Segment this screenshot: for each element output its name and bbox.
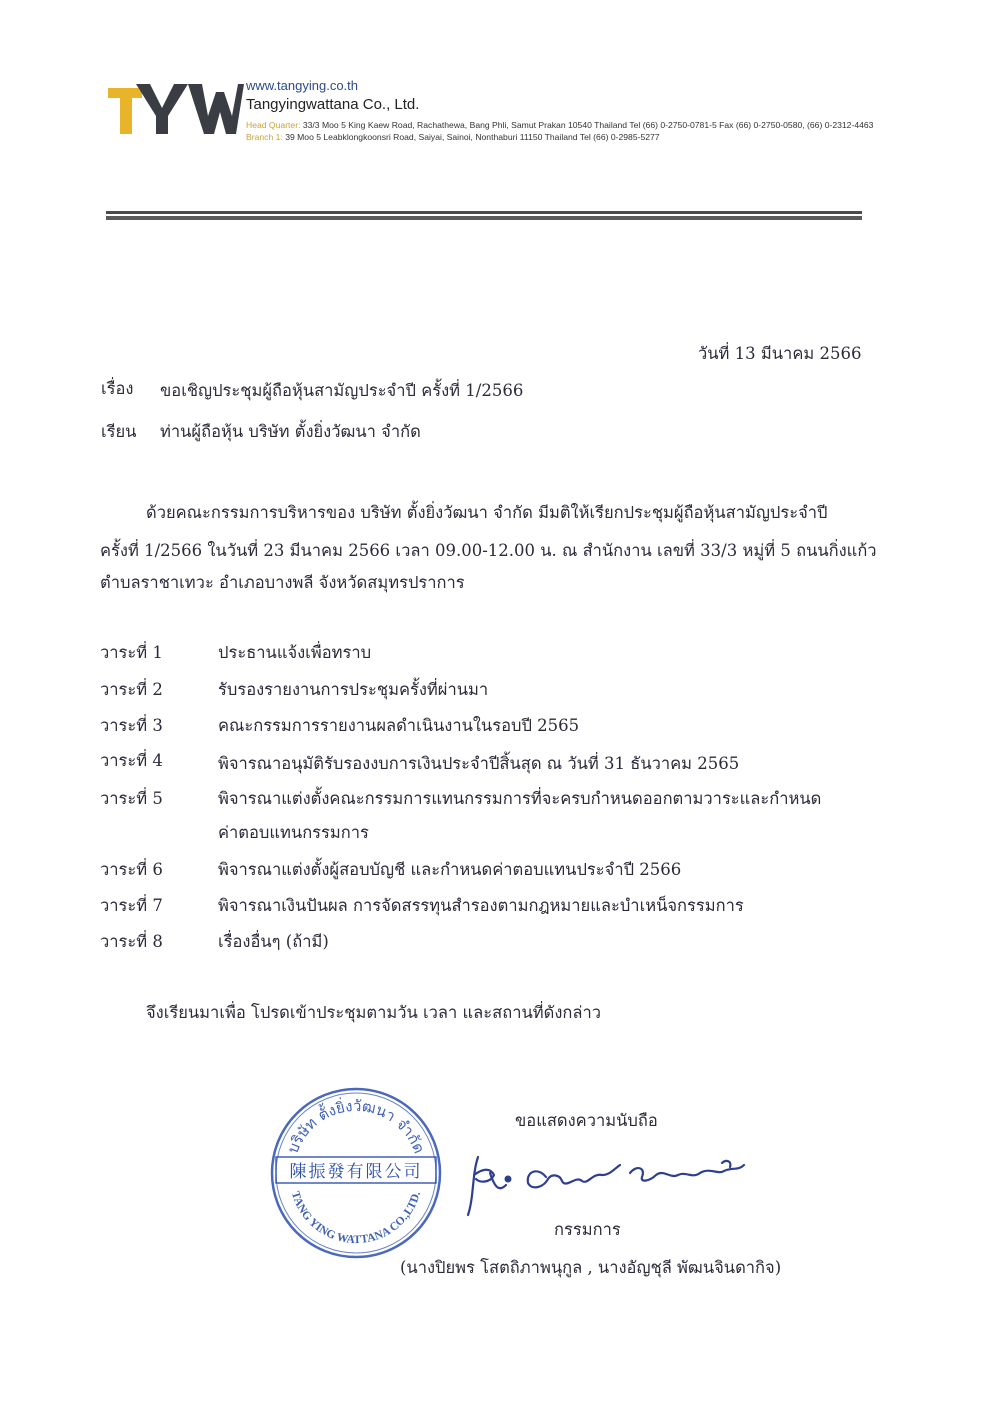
agenda-label: วาระที่ 8 bbox=[100, 932, 163, 951]
header-divider bbox=[106, 211, 862, 214]
hq-label: Head Quarter: bbox=[246, 120, 301, 130]
company-seal-stamp bbox=[268, 1085, 444, 1261]
branch-address-line bbox=[246, 132, 660, 142]
branch-address: 39 Moo 5 Leabklongkoonsri Road, Saiyai, Sainoi, Nonthaburi 11150 Thailand Tel (66) 0-2985-5277 bbox=[285, 132, 660, 142]
company-website[interactable]: www.tangying.co.th bbox=[246, 78, 359, 93]
body-paragraph-line-1: ด้วยคณะกรรมการบริหารของ บริษัท ตั้งยิ่งวัฒนา จำกัด มีมติให้เรียกประชุมผู้ถือหุ้นสามัญประจำปี bbox=[146, 503, 828, 522]
agenda-label: วาระที่ 4 bbox=[100, 751, 163, 770]
agenda-label: วาระที่ 5 bbox=[100, 789, 163, 808]
body-paragraph-line-2: ครั้งที่ 1/2566 ในวันที่ 23 มีนาคม 2566 เวลา 09.00-12.00 น. ณ สำนักงาน เลขที่ 33/3 หมู่ที่ 5 ถนนกิ่งแก้ว bbox=[100, 541, 877, 560]
branch-label: Branch 1: bbox=[246, 132, 283, 142]
hq-address: 33/3 Moo 5 King Kaew Road, Rachathewa, Bang Phli, Samut Prakan 10540 Thailand Tel (66) 0-2750-0781-5 Fax (66) 0-2750-0580, (66) 0-2312-4463 bbox=[302, 120, 874, 130]
agenda-item: พิจารณาอนุมัติรับรองงบการเงินประจำปีสิ้นสุด ณ วันที่ 31 ธันวาคม 2565 bbox=[218, 754, 740, 773]
agenda-label: วาระที่ 2 bbox=[100, 680, 163, 699]
agenda-label: วาระที่ 3 bbox=[100, 716, 163, 735]
agenda-item: พิจารณาแต่งตั้งคณะกรรมการแทนกรรมการที่จะครบกำหนดออกตามวาระและกำหนด bbox=[218, 789, 822, 808]
agenda-label: วาระที่ 1 bbox=[100, 643, 163, 662]
company-name: Tangyingwattana Co., Ltd. bbox=[246, 96, 420, 113]
svg-text:陳振發有限公司: 陳振發有限公司 bbox=[289, 1162, 423, 1182]
agenda-item: ประธานแจ้งเพื่อทราบ bbox=[218, 643, 372, 662]
header-divider-thick bbox=[106, 216, 862, 220]
regards-text: ขอแสดงความนับถือ bbox=[515, 1111, 658, 1130]
agenda-label: วาระที่ 7 bbox=[100, 896, 163, 915]
body-paragraph-line-3: ตำบลราชาเทวะ อำเภอบางพลี จังหวัดสมุทรปราการ bbox=[100, 573, 465, 592]
company-logo bbox=[108, 78, 244, 134]
hq-address-line bbox=[246, 120, 873, 130]
agenda-label: วาระที่ 6 bbox=[100, 860, 163, 879]
agenda-item: เรื่องอื่นๆ (ถ้ามี) bbox=[218, 932, 329, 951]
svg-text:TANG YING WATTANA CO.,LTD.: TANG YING WATTANA CO.,LTD. bbox=[288, 1190, 424, 1247]
signer-role: กรรมการ bbox=[554, 1220, 621, 1239]
signatory-names: (นางปิยพร โสตถิภาพนุกูล , นางอัญชุลี พัฒนจินดากิจ) bbox=[400, 1258, 782, 1277]
letter-date: วันที่ 13 มีนาคม 2566 bbox=[698, 344, 862, 363]
agenda-item: พิจารณาแต่งตั้งผู้สอบบัญชี และกำหนดค่าตอบแทนประจำปี 2566 bbox=[218, 860, 682, 879]
agenda-item: พิจารณาเงินปันผล การจัดสรรทุนสำรองตามกฎหมายและบำเหน็จกรรมการ bbox=[218, 896, 744, 915]
closing-sentence: จึงเรียนมาเพื่อ โปรดเข้าประชุมตามวัน เวลา และสถานที่ดังกล่าว bbox=[146, 1003, 602, 1022]
subject-label: เรื่อง bbox=[101, 379, 134, 398]
agenda-item: รับรองรายงานการประชุมครั้งที่ผ่านมา bbox=[218, 680, 489, 699]
agenda-item: คณะกรรมการรายงานผลดำเนินงานในรอบปี 2565 bbox=[218, 716, 580, 735]
signatures bbox=[460, 1145, 780, 1225]
agenda-item-continuation: ค่าตอบแทนกรรมการ bbox=[218, 823, 369, 842]
recipient-label: เรียน bbox=[101, 422, 137, 441]
subject-text: ขอเชิญประชุมผู้ถือหุ้นสามัญประจำปี ครั้งที่ 1/2566 bbox=[160, 381, 524, 400]
svg-text:บริษัท ตั้งยิ่งวัฒนา จำกัด: บริษัท ตั้งยิ่งวัฒนา จำกัด bbox=[283, 1096, 429, 1156]
recipient-text: ท่านผู้ถือหุ้น บริษัท ตั้งยิ่งวัฒนา จำกัด bbox=[160, 422, 421, 441]
